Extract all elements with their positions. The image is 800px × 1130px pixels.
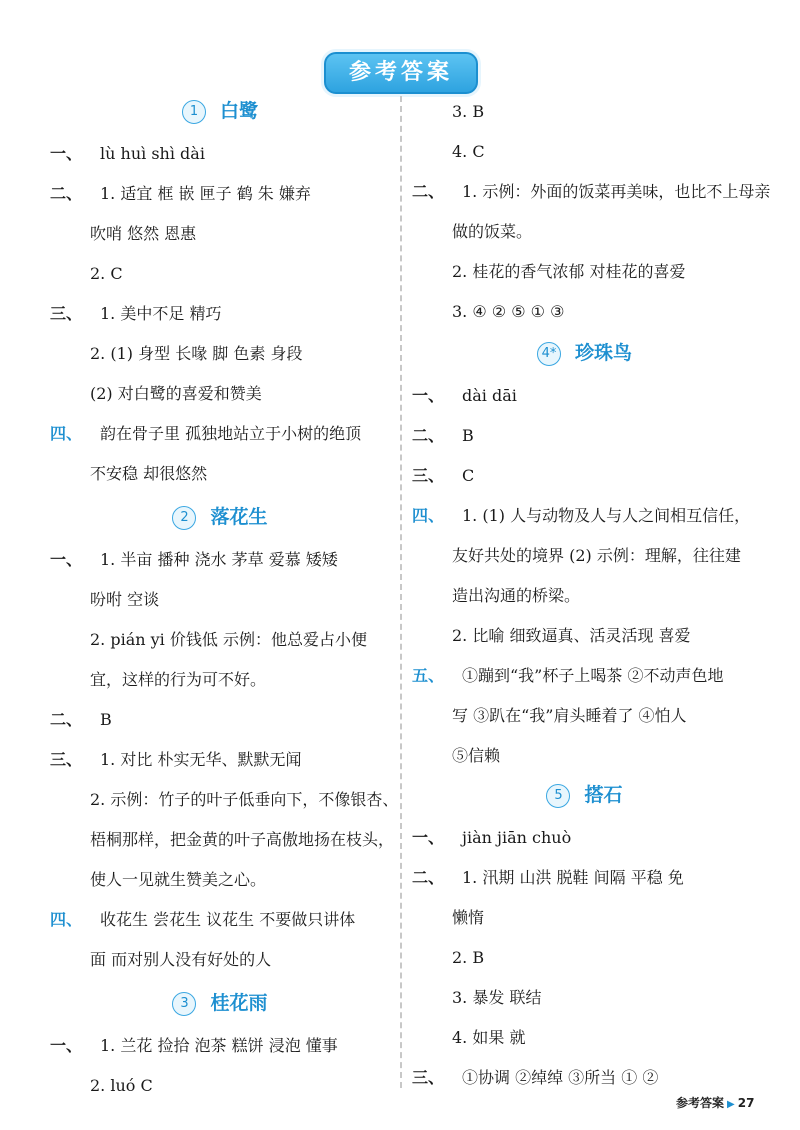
- answer-line: 二、 1. 适宜 框 嵌 匣子 鹤 朱 嫌弃: [50, 184, 311, 203]
- answer-line: 四、 1. (1) 人与动物及人与人之间相互信任，: [412, 506, 751, 525]
- answer-line: 梧桐那样，把金黄的叶子高傲地扬在枝头，: [90, 830, 395, 849]
- answer-line: 3. B: [452, 102, 485, 121]
- page-footer: [676, 1094, 754, 1111]
- answer-line: 3. 暴发 联结: [452, 988, 542, 1007]
- answer-line: 造出沟通的桥梁。: [452, 586, 581, 605]
- answer-line: 三、 C: [412, 466, 475, 485]
- lesson-number-badge: 3: [172, 992, 196, 1016]
- answer-line: 面 而对别人没有好处的人: [90, 950, 272, 969]
- answer-line: 一、 1. 半亩 播种 浇水 茅草 爱慕 矮矮: [50, 550, 338, 569]
- answer-line: 不安稳 却很悠然: [90, 464, 208, 483]
- lesson-number-badge: 5: [546, 784, 570, 808]
- column-divider: [400, 96, 402, 1088]
- answer-line: 2. 示例：竹子的叶子低垂向下，不像银杏、: [90, 790, 399, 809]
- lesson-title: 搭石: [584, 784, 623, 806]
- lesson-title: 白鹭: [219, 100, 258, 122]
- answer-line: 二、 B: [412, 426, 474, 445]
- answer-line: 三、 1. 美中不足 精巧: [50, 304, 222, 323]
- lesson-title: 桂花雨: [210, 992, 268, 1014]
- answer-line: 四、 收花生 尝花生 议花生 不要做只讲体: [50, 910, 356, 929]
- answer-line: 友好共处的境界 (2) 示例：理解，往往建: [452, 546, 741, 565]
- answer-line: 2. 比喻 细致逼真、活灵活现 喜爱: [452, 626, 691, 645]
- answer-line: 懒惰: [452, 908, 485, 927]
- answer-line: 2. pián yi 价钱低 示例：他总爱占小便: [90, 630, 367, 649]
- answer-line: 三、 ①协调 ②绰绰 ③所当 ① ②: [412, 1068, 659, 1087]
- answer-line: 吩咐 空谈: [90, 590, 160, 609]
- lesson-5-heading: [412, 780, 757, 810]
- answer-line: 2. B: [452, 948, 485, 967]
- answer-line: 吹哨 悠然 恩惠: [90, 224, 197, 243]
- chevron-right-icon: ▶: [727, 1099, 735, 1110]
- answer-line: 三、 1. 对比 朴实无华、默默无闻: [50, 750, 302, 769]
- answer-line: 2. (1) 身型 长喙 脚 色素 身段: [90, 344, 303, 363]
- lesson-4-heading: [412, 338, 757, 368]
- answer-line: 4. C: [452, 142, 485, 161]
- answer-line: 2. 桂花的香气浓郁 对桂花的喜爱: [452, 262, 686, 281]
- lesson-1-heading: [50, 96, 390, 126]
- lesson-title: 落花生: [210, 506, 268, 528]
- answer-line: (2) 对白鹭的喜爱和赞美: [90, 384, 262, 403]
- lesson-2-heading: [50, 502, 390, 532]
- lesson-number-badge: 4*: [537, 342, 561, 366]
- answer-line: 一、 1. 兰花 捡拾 泡茶 糕饼 浸泡 懂事: [50, 1036, 338, 1055]
- answer-line: 宜，这样的行为可不好。: [90, 670, 267, 689]
- answer-line: ⑤信赖: [452, 746, 501, 765]
- lesson-3-heading: [50, 988, 390, 1018]
- lesson-number-badge: 1: [182, 100, 206, 124]
- answer-line: 4. 如果 就: [452, 1028, 526, 1047]
- page-number: 27: [737, 1096, 755, 1110]
- answer-line: 二、 1. 汛期 山洪 脱鞋 间隔 平稳 免: [412, 868, 684, 887]
- answer-line: 写 ③趴在“我”肩头睡着了 ④怕人: [452, 706, 687, 725]
- answer-line: 一、 lù huì shì dài: [50, 144, 205, 163]
- answer-line: 使人一见就生赞美之心。: [90, 870, 267, 889]
- lesson-number-badge: 2: [172, 506, 196, 530]
- answer-line: 做的饭菜。: [452, 222, 533, 241]
- answer-key-banner: 参考答案: [324, 52, 478, 94]
- answer-line: 二、 B: [50, 710, 112, 729]
- footer-label: 参考答案: [676, 1096, 725, 1110]
- answer-line: 一、 dài dāi: [412, 386, 517, 405]
- answer-line: 二、 1. 示例：外面的饭菜再美味，也比不上母亲: [412, 182, 771, 201]
- lesson-title: 珍珠鸟: [574, 342, 632, 364]
- answer-line: 一、 jiàn jiān chuò: [412, 828, 572, 847]
- answer-line: 2. C: [90, 264, 123, 283]
- answer-line: 2. luó C: [90, 1076, 153, 1095]
- answer-line: 四、 韵在骨子里 孤独地站立于小树的绝顶: [50, 424, 362, 443]
- answer-line: 五、 ①蹦到“我”杯子上喝茶 ②不动声色地: [412, 666, 724, 685]
- answer-line: 3. ④ ② ⑤ ① ③: [452, 302, 565, 321]
